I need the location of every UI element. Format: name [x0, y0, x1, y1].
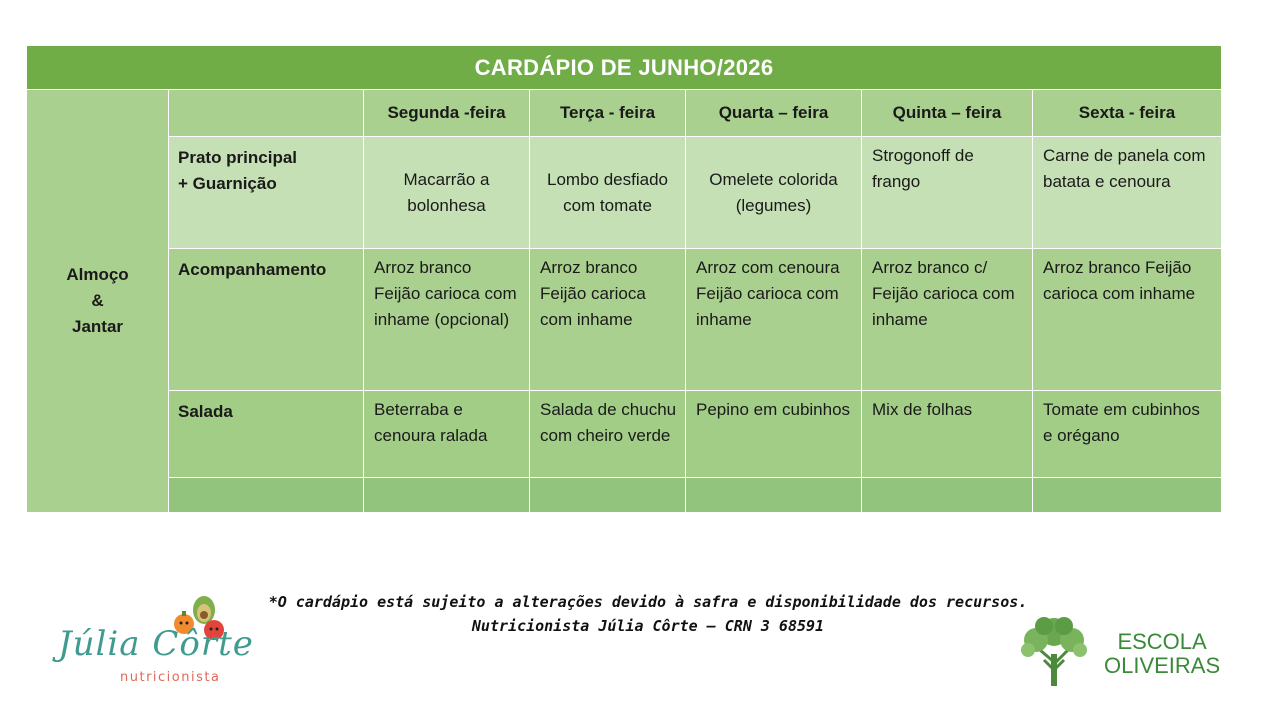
category-label: Prato principal: [178, 148, 298, 167]
day-header-tuesday: Terça - feira: [530, 90, 686, 137]
meal-label-line3: Jantar: [71, 317, 124, 336]
disclaimer-text: *O cardápio está sujeito a alterações devido à safra e disponibilidade dos recursos.: [268, 593, 1028, 611]
menu-table: [26, 45, 1222, 513]
menu-cell: Arroz branco Feijão carioca com inhame: [1033, 249, 1222, 391]
menu-cell: Macarrão a bolonhesa: [364, 137, 530, 249]
meal-label-line2: &: [91, 291, 104, 310]
menu-cell: Pepino em cubinhos: [686, 391, 862, 478]
category-main-dish: [169, 137, 364, 249]
menu-cell: Omelete colorida (legumes): [686, 137, 862, 249]
school-name-line1: ESCOLA: [1117, 629, 1207, 654]
category-side-dish: Acompanhamento: [169, 249, 364, 391]
menu-cell: Salada de chuchu com cheiro verde: [530, 391, 686, 478]
meal-label: [27, 90, 169, 513]
day-header-friday: Sexta - feira: [1033, 90, 1222, 137]
nutritionist-credit: Nutricionista Júlia Côrte – CRN 3 68591: [471, 617, 825, 635]
menu-cell: Strogonoff de frango: [862, 137, 1033, 249]
menu-cell: Arroz branco c/ Feijão carioca com inhame: [862, 249, 1033, 391]
day-header-thursday: Quinta – feira: [862, 90, 1033, 137]
menu-cell: Lombo desfiado com tomate: [530, 137, 686, 249]
day-header-monday: Segunda -feira: [364, 90, 530, 137]
empty-cell: [364, 478, 530, 513]
menu-cell: Arroz com cenoura Feijão carioca com inhame: [686, 249, 862, 391]
empty-cell: [1033, 478, 1222, 513]
olive-tree-icon: [1018, 614, 1090, 688]
day-header-wednesday: Quarta – feira: [686, 90, 862, 137]
menu-cell: Mix de folhas: [862, 391, 1033, 478]
empty-cell: [530, 478, 686, 513]
empty-cell: [862, 478, 1033, 513]
school-logo: [1018, 612, 1228, 692]
category-label: + Guarnição: [178, 174, 277, 193]
logo-name: Júlia Côrte: [58, 624, 254, 664]
menu-cell: Arroz branco Feijão carioca com inhame: [530, 249, 686, 391]
menu-cell: Beterraba e cenoura ralada: [364, 391, 530, 478]
menu-cell: Arroz branco Feijão carioca com inhame (opcional): [364, 249, 530, 391]
empty-cell: [169, 478, 364, 513]
footer-note: [233, 590, 1063, 638]
meal-label-line1: Almoço: [66, 265, 129, 284]
menu-cell: Tomate em cubinhos e orégano: [1033, 391, 1222, 478]
school-name: [1104, 630, 1220, 678]
empty-cell: [686, 478, 862, 513]
nutritionist-logo: [54, 594, 254, 694]
menu-cell: Carne de panela com batata e cenoura: [1033, 137, 1222, 249]
corner-cell: [169, 90, 364, 137]
menu-title: CARDÁPIO DE JUNHO/2026: [27, 46, 1222, 90]
category-salad: Salada: [169, 391, 364, 478]
school-name-line2: OLIVEIRAS: [1104, 653, 1221, 678]
logo-subtitle: nutricionista: [120, 670, 221, 685]
